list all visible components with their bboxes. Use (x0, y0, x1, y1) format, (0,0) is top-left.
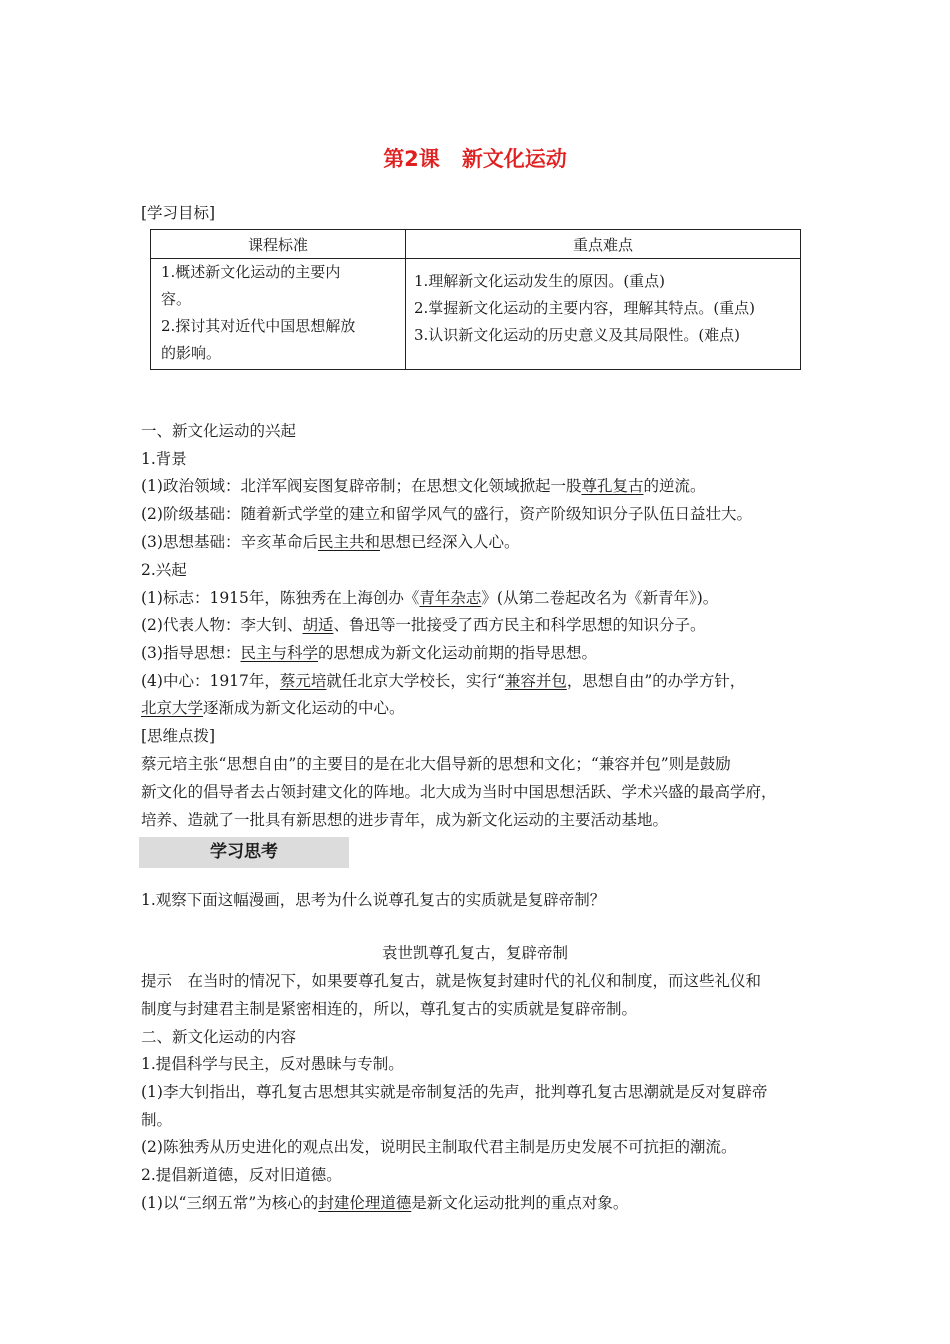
paragraph: (2)陈独秀从历史进化的观点出发，说明民主制取代君主制是历史发展不可抗拒的潮流。 (141, 1138, 737, 1156)
standard-line: 1.概述新文化运动的主要内 (161, 263, 341, 281)
paragraph: 蔡元培主张“思想自由”的主要目的是在北大倡导新的思想和文化；“兼容并包”则是鼓励 (141, 755, 731, 773)
paragraph: (2)阶级基础：随着新式学堂的建立和留学风气的盛行，资产阶级知识分子队伍日益壮大。 (141, 505, 752, 523)
paragraph: 1.提倡科学与民主，反对愚昧与专制。 (141, 1055, 404, 1073)
header-standards: 课程标准 (151, 230, 406, 259)
keypoint-line: 3.认识新文化运动的历史意义及其局限性。(难点) (414, 326, 741, 344)
keypoint-line: 2.掌握新文化运动的主要内容，理解其特点。(重点) (414, 299, 756, 317)
hint: 提示 在当时的情况下，如果要尊孔复古，就是恢复封建时代的礼仪和制度，而这些礼仪和 (141, 972, 762, 990)
paragraph: (3)思想基础：辛亥革命后民主共和思想已经深入人心。 (141, 533, 520, 551)
standards-cell (151, 259, 406, 370)
paragraph: (4)中心：1917年，蔡元培就任北京大学校长，实行“兼容并包，思想自由”的办学方针， (141, 672, 746, 690)
learning-goals-table (150, 229, 801, 370)
tip-label: [思维点拨] (141, 727, 216, 745)
lesson-number: 第2课 (383, 147, 440, 171)
header-keypoints: 重点难点 (406, 230, 801, 259)
keypoints-cell (406, 259, 801, 370)
lesson-name: 新文化运动 (461, 147, 567, 171)
page-title (0, 143, 950, 173)
standard-line: 的影响。 (161, 344, 222, 362)
section2-heading: 二、新文化运动的内容 (141, 1028, 297, 1046)
rise-heading: 2.兴起 (141, 561, 187, 579)
paragraph: (1)以“三纲五常”为核心的封建伦理道德是新文化运动批判的重点对象。 (141, 1194, 629, 1212)
paragraph: 新文化的倡导者去占领封建文化的阵地。北大成为当时中国思想活跃、学术兴盛的最高学府， (141, 783, 777, 801)
section1-heading: 一、新文化运动的兴起 (141, 422, 297, 440)
background-heading: 1.背景 (141, 450, 187, 468)
paragraph: (2)代表人物：李大钊、胡适、鲁迅等一批接受了西方民主和科学思想的知识分子。 (141, 616, 706, 634)
paragraph: 2.提倡新道德，反对旧道德。 (141, 1166, 342, 1184)
paragraph: 北京大学逐渐成为新文化运动的中心。 (141, 699, 405, 717)
standard-line: 2.探讨其对近代中国思想解放 (161, 317, 356, 335)
paragraph: 培养、造就了一批具有新思想的进步青年，成为新文化运动的主要活动基地。 (141, 811, 669, 829)
paragraph: (1)李大钊指出，尊孔复古思想其实就是帝制复活的先声，批判尊孔复古思潮就是反对复辟帝 (141, 1083, 768, 1101)
keypoint-line: 1.理解新文化运动发生的原因。(重点) (414, 272, 666, 290)
standard-line: 容。 (161, 290, 192, 308)
paragraph: (1)政治领域：北洋军阀妄图复辟帝制；在思想文化领域掀起一股尊孔复古的逆流。 (141, 477, 706, 495)
hint: 制度与封建君主制是紧密相连的，所以，尊孔复古的实质就是复辟帝制。 (141, 1000, 638, 1018)
question: 1.观察下面这幅漫画，思考为什么说尊孔复古的实质就是复辟帝制？ (141, 891, 606, 909)
paragraph: (3)指导思想：民主与科学的思想成为新文化运动前期的指导思想。 (141, 644, 597, 662)
paragraph: (1)标志：1915年，陈独秀在上海创办《青年杂志》(从第二卷起改名为《新青年》)。 (141, 589, 719, 607)
study-think-banner: 学习思考 (139, 837, 349, 868)
goals-label: [学习目标] (141, 204, 216, 222)
paragraph: 制。 (141, 1111, 173, 1129)
cartoon-caption: 袁世凯尊孔复古，复辟帝制 (381, 944, 568, 962)
